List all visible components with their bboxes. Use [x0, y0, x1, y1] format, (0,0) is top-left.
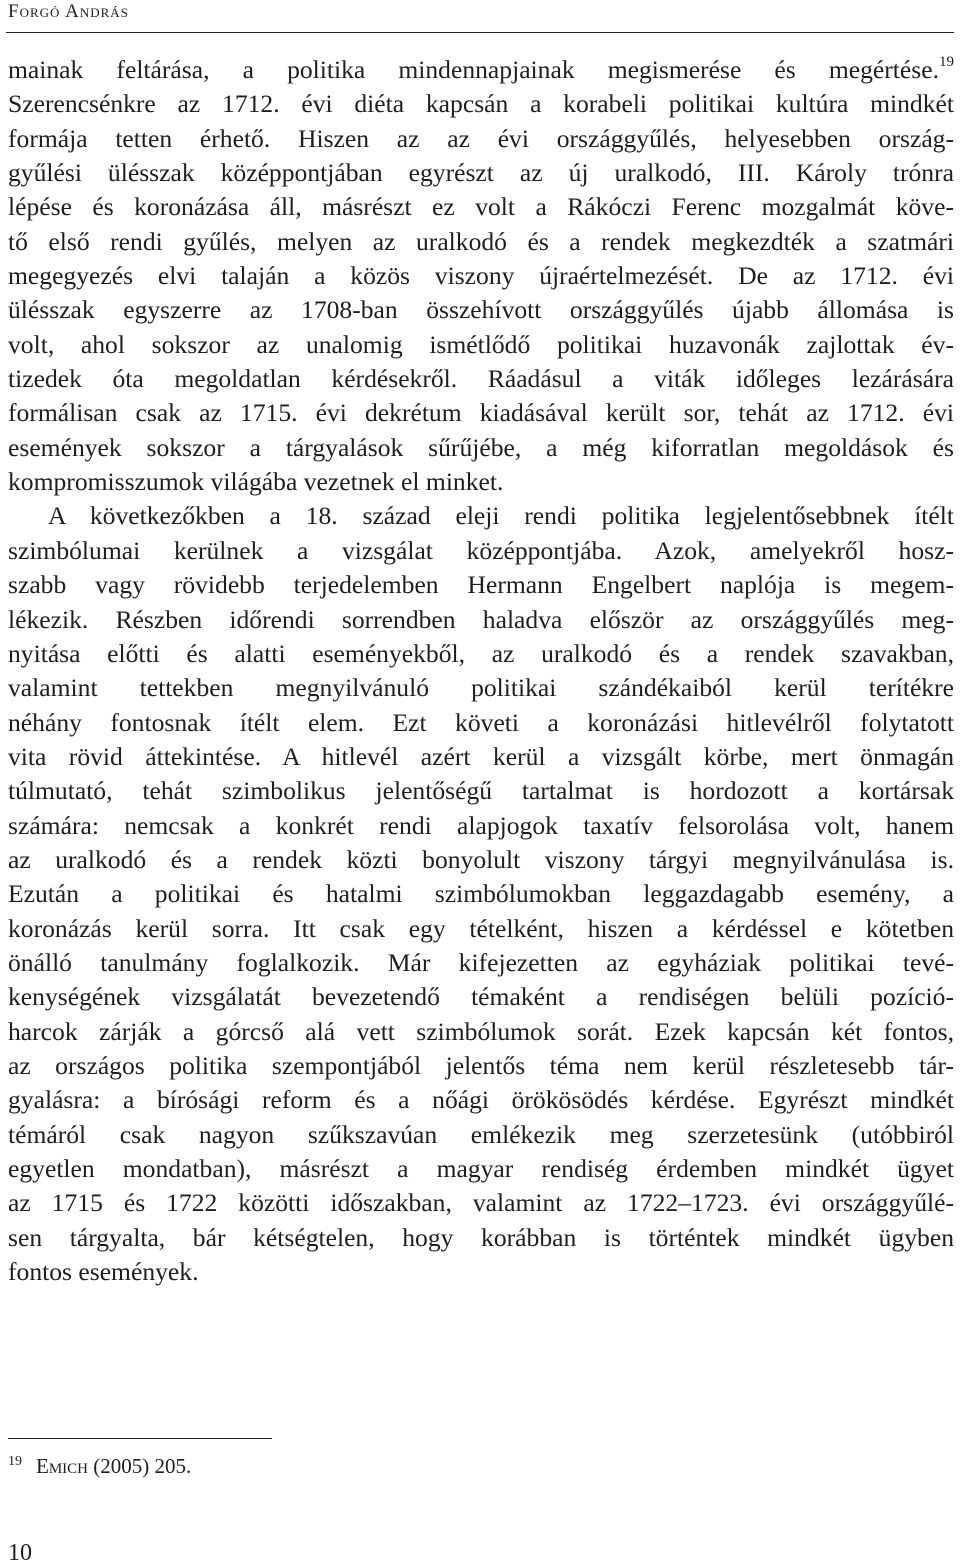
text-line: valamint tettekben megnyilvánuló politikai szándékaiból kerül terítékre	[8, 673, 954, 703]
text-line: lékezik. Részben időrendi sorrendben haladva először az országgyűlés meg-	[8, 604, 954, 634]
text-line: témáról csak nagyon szűkszavúan emlékezik meg szerzetesünk (utóbbiról	[8, 1119, 954, 1149]
text-line: néhány fontosnak ítélt elem. Ezt követi a koronázási hitlevélről folytatott	[8, 707, 954, 737]
text-line: gyalásra: a bírósági reform és a nőági örökösödés kérdése. Egyrészt mindkét	[8, 1085, 954, 1115]
text-line: harcok zárják a górcső alá vett szimbólumok sorát. Ezek kapcsán két fontos,	[8, 1016, 954, 1046]
text-line: az uralkodó és a rendek közti bonyolult viszony tárgyi megnyilvánulása is.	[8, 844, 954, 874]
text-line: tizedek óta megoldatlan kérdésekről. Ráadásul a viták időleges lezárására	[8, 364, 954, 394]
text-line: Szerencsénkre az 1712. évi diéta kapcsán a korabeli politikai kultúra mindkét	[8, 89, 954, 119]
text-line: az országos politika szempontjából jelentős téma nem kerül részletesebb tár-	[8, 1050, 954, 1080]
text-line: megegyezés elvi talaján a közös viszony újraértelmezését. De az 1712. évi	[8, 261, 954, 291]
header-rule	[6, 32, 954, 33]
footnote-number: 19	[8, 1454, 22, 1469]
text-line: szimbólumai kerülnek a vizsgálat középpontjába. Azok, amelyekről hosz-	[8, 535, 954, 565]
text-line: önálló tanulmány foglalkozik. Már kifejezetten az egyháziak politikai tevé-	[8, 947, 954, 977]
text-line-content: mainak feltárása, a politika mindennapjainak megismerése és megértése.	[8, 55, 939, 84]
body-text	[8, 53, 954, 1289]
running-head: Forgó András	[8, 1, 129, 22]
text-line: A következőkben a 18. század eleji rendi politika legjelentősebbnek ítélt	[48, 501, 954, 531]
text-line: túlmutató, tehát szimbolikus jelentőségű tartalmat is hordozott a kortársak	[8, 776, 954, 806]
text-line: nyitása előtti és alatti eseményekből, az uralkodó és a rendek szavakban,	[8, 638, 954, 668]
text-line: kenységének vizsgálatát bevezetendő témaként a rendiségen belüli pozíció-	[8, 982, 954, 1012]
text-line: koronázás kerül sorra. Itt csak egy tételként, hiszen a kérdéssel e kötetben	[8, 913, 954, 943]
footnote-author: Emich	[36, 1454, 88, 1478]
text-line: fontos események.	[8, 1257, 199, 1287]
text-line: formája tetten érhető. Hiszen az az évi országgyűlés, helyesebben ország-	[8, 123, 954, 153]
text-line: tő első rendi gyűlés, melyen az uralkodó és a rendek megkezdték a szatmári	[8, 226, 954, 256]
text-line: Ezután a politikai és hatalmi szimbólumokban leggazdagabb esemény, a	[8, 879, 954, 909]
text-line: számára: nemcsak a konkrét rendi alapjogok taxatív felsorolása volt, hanem	[8, 810, 954, 840]
footnote-citation: (2005) 205.	[88, 1454, 192, 1478]
text-line: gyűlési ülésszak középpontjában egyrészt az új uralkodó, III. Károly trónra	[8, 158, 954, 188]
footnote-rule	[8, 1438, 272, 1439]
text-line: az 1715 és 1722 közötti időszakban, valamint az 1722–1723. évi országgyűlé-	[8, 1188, 954, 1218]
text-line: formálisan csak az 1715. évi dekrétum kiadásával került sor, tehát az 1712. évi	[8, 398, 954, 428]
text-line: egyetlen mondatban), másrészt a magyar rendiség érdemben mindkét ügyet	[8, 1154, 954, 1183]
footnote	[8, 1449, 191, 1479]
text-line	[8, 53, 954, 87]
page-number: 10	[8, 1540, 32, 1566]
text-line: vita rövid áttekintése. A hitlevél azért kerül a vizsgált körbe, mert önmagán	[8, 741, 954, 771]
text-line: kompromisszumok világába vezetnek el minket.	[8, 467, 504, 497]
text-line: sen tárgyalta, bár kétségtelen, hogy korábban is történtek mindkét ügyben	[8, 1222, 954, 1252]
text-line: ülésszak egyszerre az 1708-ban összehívott országgyűlés újabb állomása is	[8, 295, 954, 325]
text-line: volt, ahol sokszor az unalomig ismétlődő politikai huzavonák zajlottak év-	[8, 329, 954, 359]
text-line: szabb vagy rövidebb terjedelemben Hermann Engelbert naplója is megem-	[8, 570, 954, 600]
footnote-reference: 19	[939, 54, 954, 70]
text-line: események sokszor a tárgyalások sűrűjébe, a még kiforratlan megoldások és	[8, 432, 954, 462]
text-line: lépése és koronázása áll, másrészt ez volt a Rákóczi Ferenc mozgalmát köve-	[8, 192, 954, 222]
